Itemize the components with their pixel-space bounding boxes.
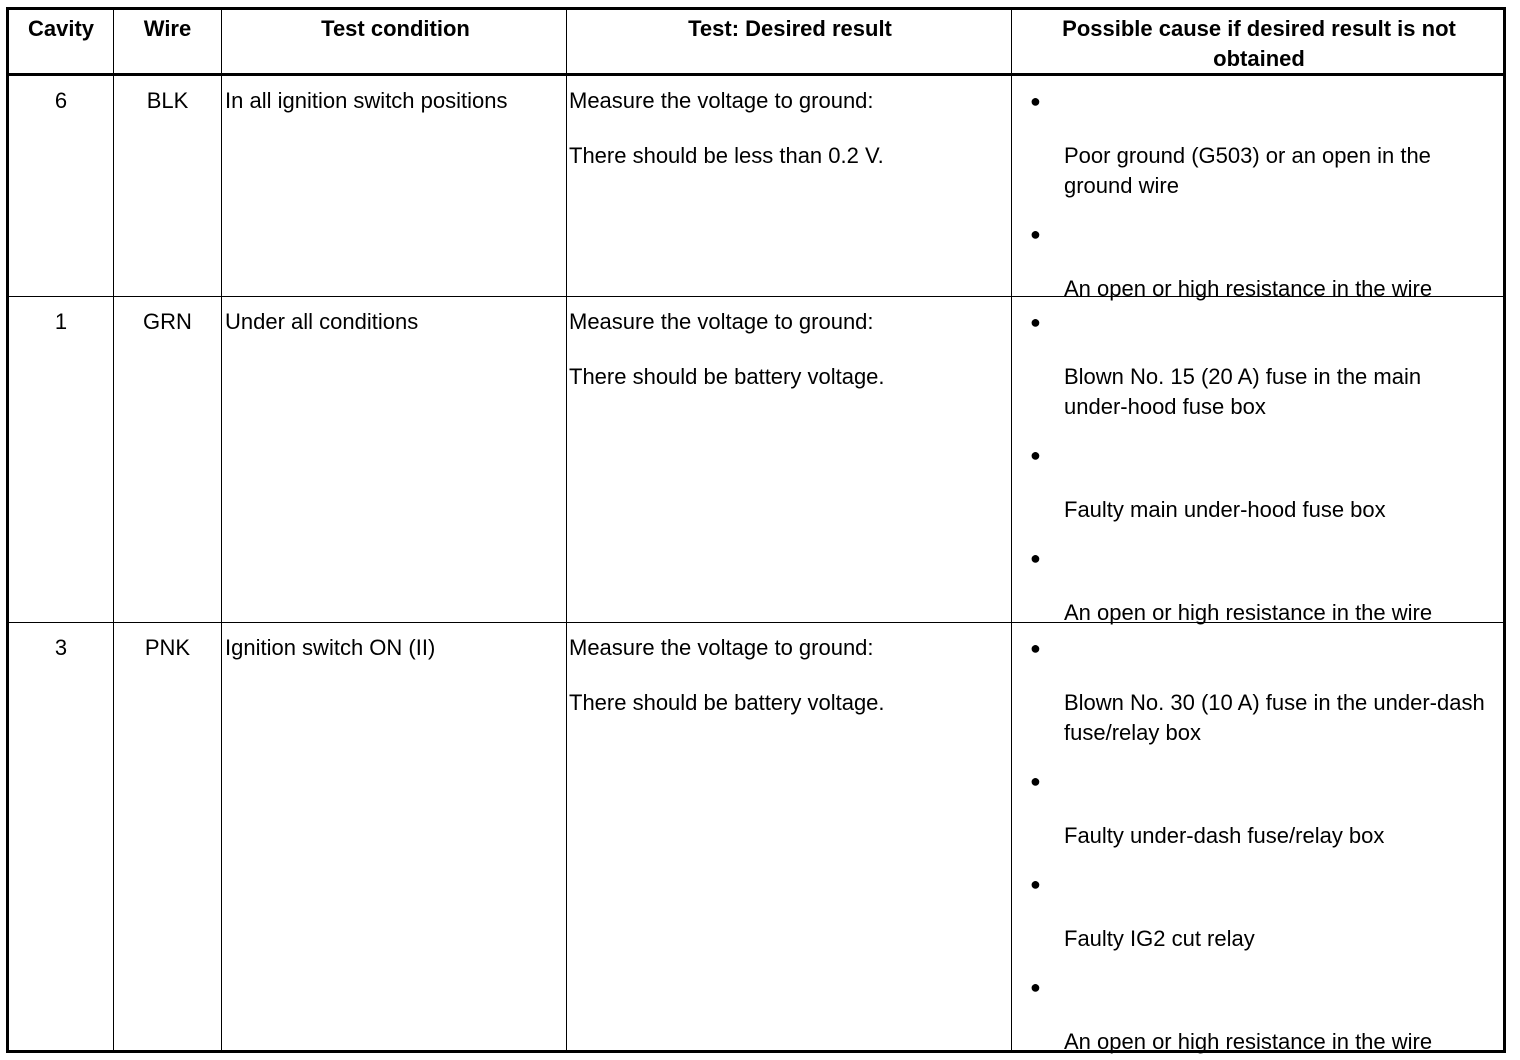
cause-text: Poor ground (G503) or an open in the ground wire (1064, 143, 1431, 198)
bullet-icon: ● (1030, 874, 1041, 894)
list-item (1012, 543, 1506, 628)
wire-cell: PNK (144, 635, 191, 660)
cavity-cell: 3 (54, 635, 68, 660)
header-test-condition: Test condition (321, 16, 470, 41)
bullet-icon: ● (1030, 771, 1041, 791)
bullet-icon: ● (1030, 548, 1041, 568)
result-instruction: Measure the voltage to ground: (569, 635, 874, 660)
list-item (1012, 633, 1506, 748)
header-cavity: Cavity (27, 16, 95, 41)
test-condition-cell: Ignition switch ON (II) (225, 635, 436, 660)
result-instruction: Measure the voltage to ground: (569, 309, 874, 334)
list-item (1012, 307, 1506, 422)
bullet-icon: ● (1030, 312, 1041, 332)
cause-text: Faulty under-dash fuse/relay box (1064, 823, 1385, 848)
list-item (1012, 869, 1506, 954)
cavity-cell: 6 (54, 88, 68, 113)
desired-result-cell (567, 623, 1011, 1050)
bullet-icon: ● (1030, 445, 1041, 465)
desired-result-cell (567, 297, 1011, 622)
cause-text: Faulty main under-hood fuse box (1064, 497, 1386, 522)
cause-text: Blown No. 30 (10 A) fuse in the under-dash fuse/relay box (1064, 690, 1485, 745)
list-item (1012, 86, 1506, 201)
list-item (1012, 219, 1506, 304)
test-condition-cell: In all ignition switch positions (225, 88, 508, 113)
bullet-icon: ● (1030, 224, 1041, 244)
result-instruction: Measure the voltage to ground: (569, 88, 874, 113)
result-expectation: There should be less than 0.2 V. (569, 143, 884, 168)
diagnostic-table (6, 7, 1506, 1053)
cause-text: An open or high resistance in the wire (1064, 600, 1433, 625)
cause-text: An open or high resistance in the wire (1064, 276, 1433, 301)
list-item (1012, 766, 1506, 851)
table-row (9, 623, 1503, 1054)
test-condition-cell: Under all conditions (225, 309, 419, 334)
table-row (9, 297, 1503, 623)
bullet-icon: ● (1030, 977, 1041, 997)
possible-cause-cell (1012, 297, 1506, 625)
bullet-icon: ● (1030, 638, 1041, 658)
result-expectation: There should be battery voltage. (569, 364, 885, 389)
possible-cause-cell (1012, 623, 1506, 1054)
header-wire: Wire (143, 16, 192, 41)
wire-cell: BLK (146, 88, 189, 113)
cavity-cell: 1 (54, 309, 68, 334)
table-row (9, 76, 1503, 301)
bullet-icon: ● (1030, 91, 1041, 111)
header-desired-result: Test: Desired result (688, 16, 892, 41)
cause-text: Faulty IG2 cut relay (1064, 926, 1255, 951)
table-header-row (9, 10, 1503, 76)
cause-text: Blown No. 15 (20 A) fuse in the main under-hood fuse box (1064, 364, 1422, 419)
wire-cell: GRN (143, 309, 192, 334)
desired-result-cell (567, 76, 1011, 296)
list-item (1012, 972, 1506, 1057)
cause-text: An open or high resistance in the wire (1064, 1029, 1433, 1054)
list-item (1012, 440, 1506, 525)
result-expectation: There should be battery voltage. (569, 690, 885, 715)
header-possible-cause: Possible cause if desired result is not obtained (1062, 16, 1456, 71)
possible-cause-cell (1012, 76, 1506, 301)
